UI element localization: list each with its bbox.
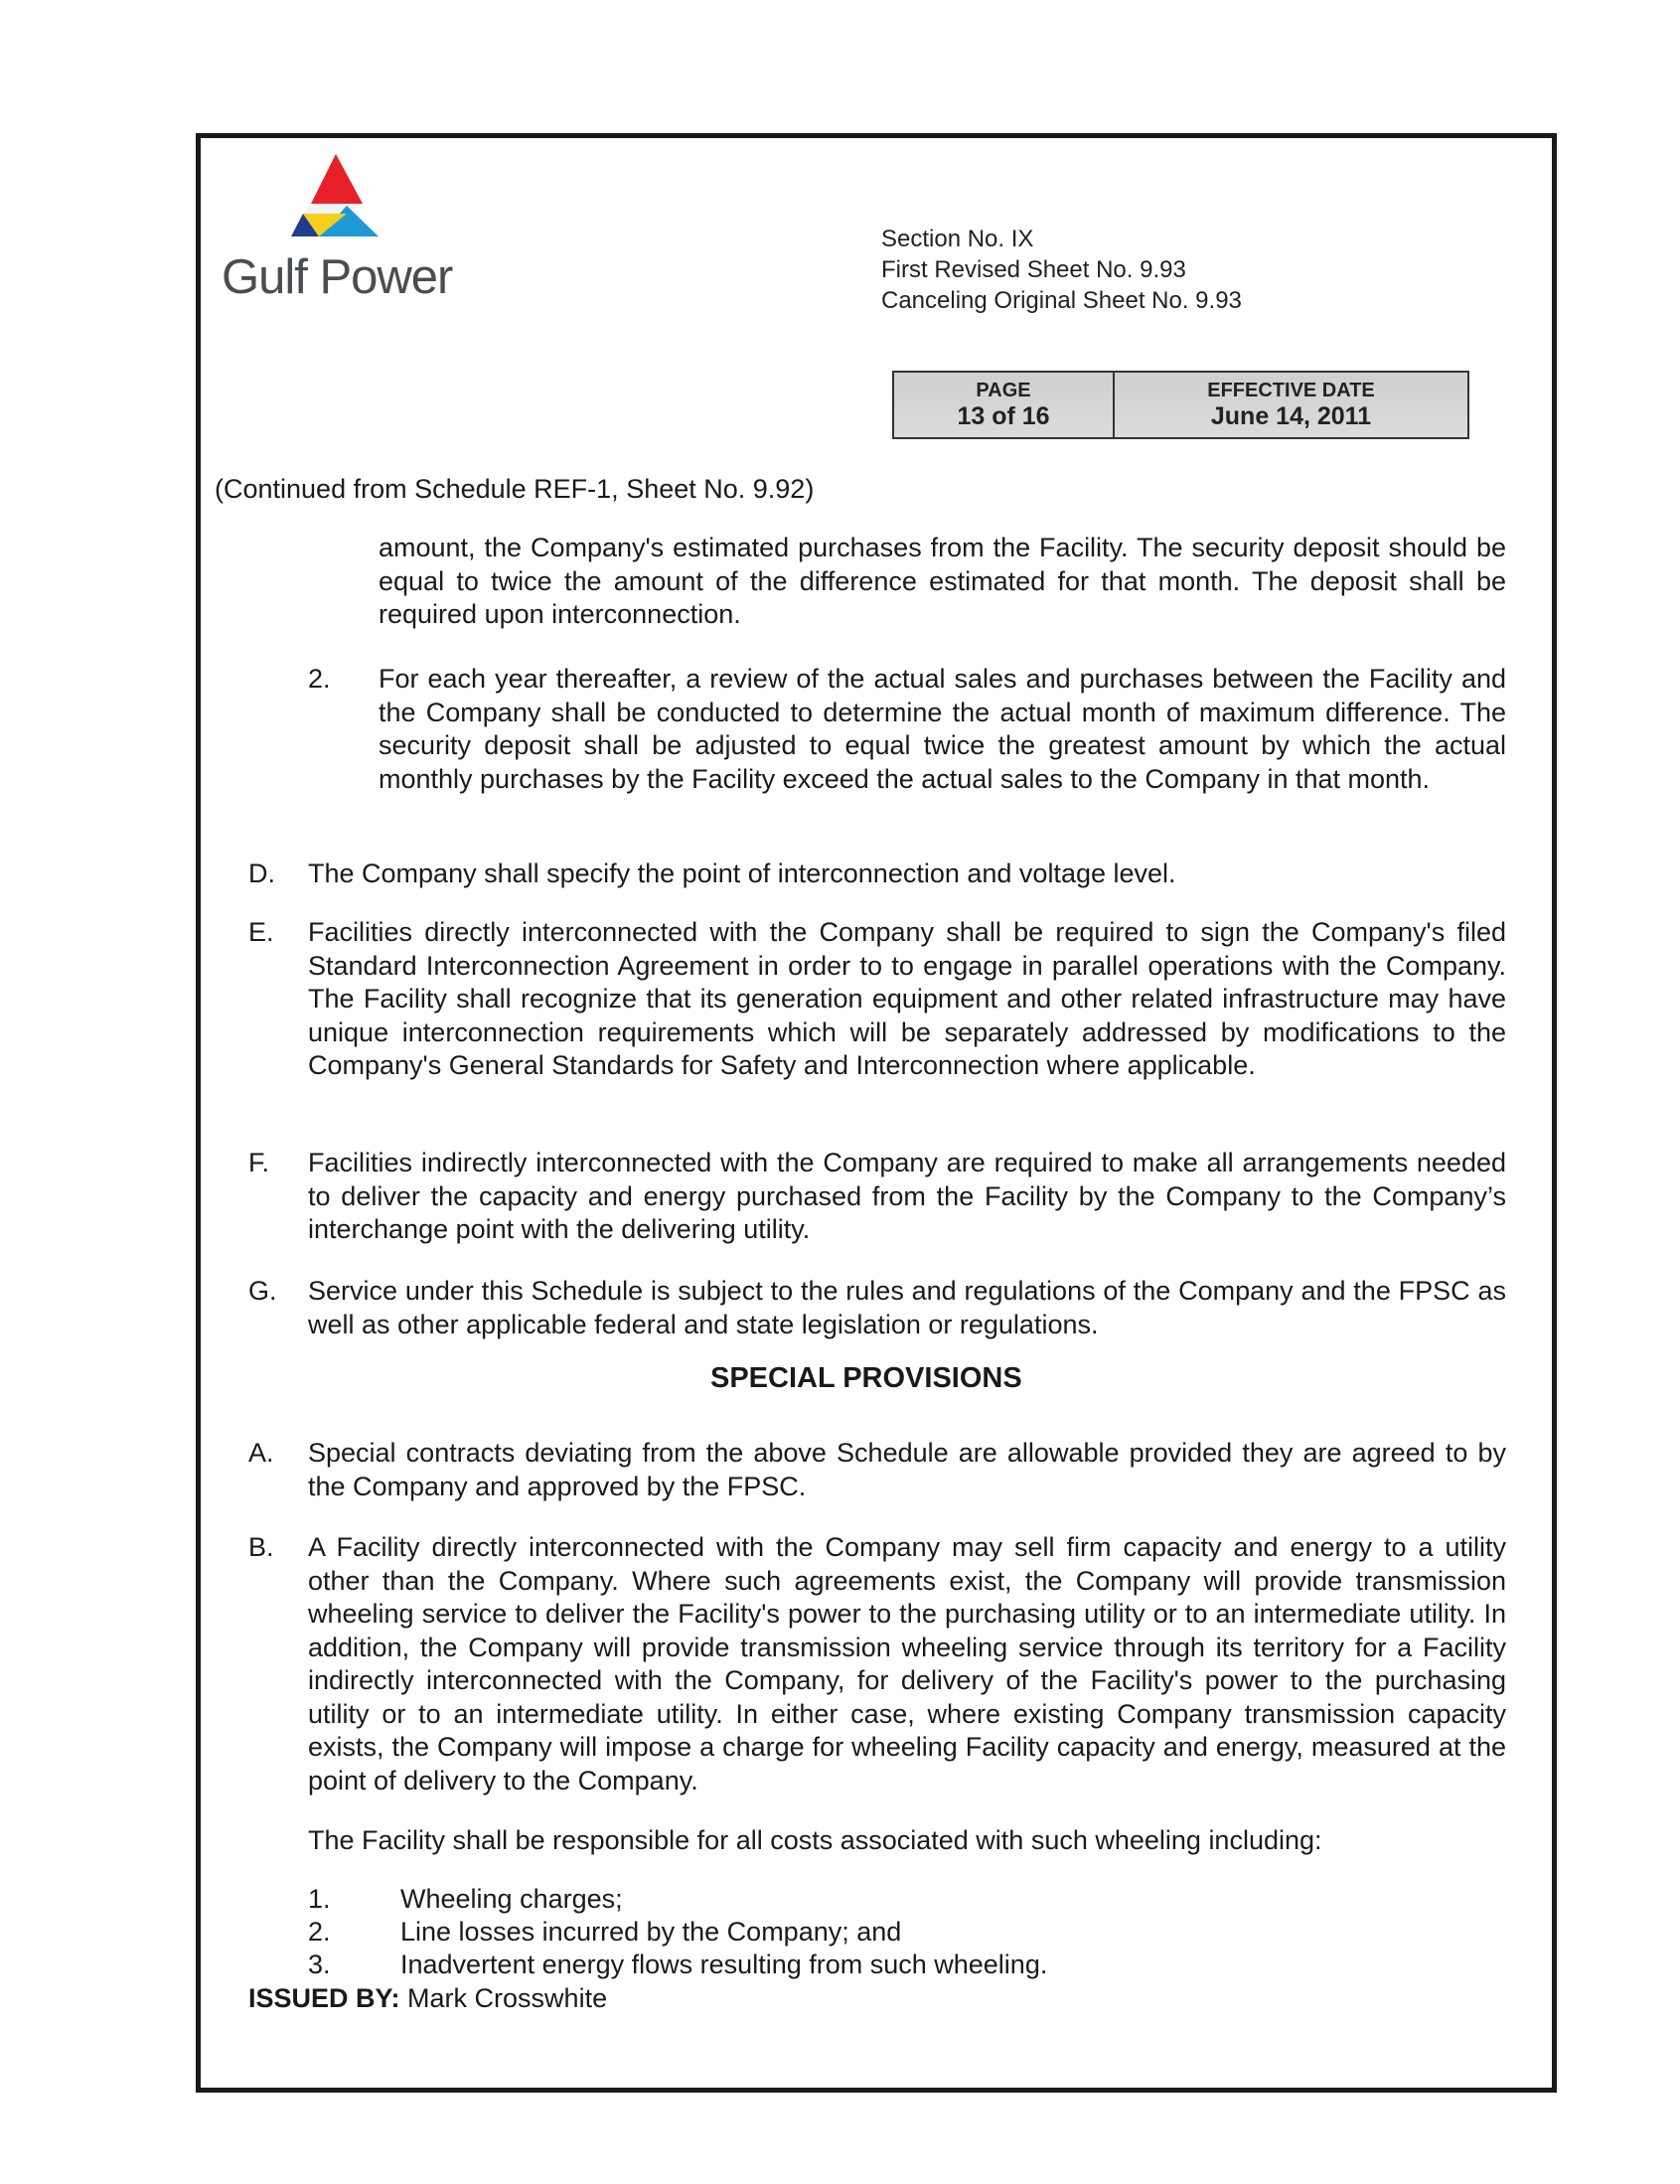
effective-date-cell xyxy=(1115,373,1467,437)
item-text: Facilities indirectly interconnected with the Company are required to make all arrangements needed to deliver the capacity and energy purchased from the Facility by the Company to the Company’s interchange point with the delivering utility. xyxy=(308,1148,1506,1244)
special-item-label: A. xyxy=(248,1438,274,1468)
costs-intro: The Facility shall be responsible for all costs associated with such wheeling including: xyxy=(308,1825,1322,1855)
sheet-number: First Revised Sheet No. 9.93 xyxy=(881,256,1186,283)
item-text: Service under this Schedule is subject to the rules and regulations of the Company and the FPSC as well as other applicable federal and state legislation or regulations. xyxy=(308,1276,1506,1339)
issued-by-name: Mark Crosswhite xyxy=(407,1983,608,2013)
effective-date-value: June 14, 2011 xyxy=(1210,401,1372,430)
logo-text: Gulf Power xyxy=(222,250,453,304)
issued-by xyxy=(248,1982,607,2016)
item-label: E. xyxy=(248,917,274,947)
issued-by-label: ISSUED BY: xyxy=(248,1983,400,2013)
intro-paragraph: amount, the Company's estimated purchases from the Facility. The security deposit should be equal to twice the amount of the difference estimated for that month. The deposit shall be required upon interconnection. xyxy=(379,533,1506,629)
special-item-text: Special contracts deviating from the above Schedule are allowable provided they are agreed to by the Company and approved by the FPSC. xyxy=(308,1438,1506,1501)
cost-item-text: Wheeling charges; xyxy=(400,1884,623,1914)
canceling-sheet: Canceling Original Sheet No. 9.93 xyxy=(881,287,1242,314)
effective-date-label: EFFECTIVE DATE xyxy=(1207,379,1375,401)
gulf-power-logo xyxy=(222,152,470,306)
special-provisions-heading: SPECIAL PROVISIONS xyxy=(710,1362,1022,1394)
item-label: 2. xyxy=(308,664,331,694)
special-item-label: B. xyxy=(248,1532,274,1562)
page-info-box xyxy=(892,371,1469,439)
cost-item-text: Inadvertent energy flows resulting from such wheeling. xyxy=(400,1950,1048,1979)
special-item-text: A Facility directly interconnected with the Company may sell firm capacity and energy to a utility other than the Company. Where such agreements exist, the Company will provide transmission wheeling service to deliver the Facility's power to the purchasing utility or to an intermediate utility. In addition, the Company will provide transmission wheeling service through its territory for a Facility indirectly interconnected with the Company, for delivery of the Facility's power to the purchasing utility or to an intermediate utility. In either case, where existing Company transmission capacity exists, the Company will impose a charge for wheeling Facility capacity and energy, measured at the point of delivery to the Company. xyxy=(308,1532,1506,1795)
page-cell xyxy=(894,373,1115,437)
cost-item-label: 1. xyxy=(308,1884,331,1914)
item-text: The Company shall specify the point of interconnection and voltage level. xyxy=(308,858,1176,888)
page-value: 13 of 16 xyxy=(957,401,1050,430)
item-label: G. xyxy=(248,1276,277,1306)
cost-item-label: 3. xyxy=(308,1950,331,1979)
continued-note: (Continued from Schedule REF-1, Sheet No. 9.92) xyxy=(215,474,815,504)
page-label: PAGE xyxy=(976,379,1031,401)
cost-item-label: 2. xyxy=(308,1917,331,1947)
section-number: Section No. IX xyxy=(881,226,1034,252)
item-text: For each year thereafter, a review of the actual sales and purchases between the Facility and the Company shall be conducted to determine the actual month of maximum difference. The security deposit shall be adjusted to equal twice the greatest amount by which the actual monthly purchases by the Facility exceed the actual sales to the Company in that month. xyxy=(379,664,1506,794)
sheet-info xyxy=(881,224,1242,316)
triangle-logo-icon xyxy=(291,152,381,239)
item-label: F. xyxy=(248,1148,270,1177)
item-label: D. xyxy=(248,858,275,888)
cost-item-text: Line losses incurred by the Company; and xyxy=(400,1917,902,1947)
item-text: Facilities directly interconnected with the Company shall be required to sign the Company's filed Standard Interconnection Agreement in order to to engage in parallel operations with the Company. The Facility shall recognize that its generation equipment and other related infrastructure may have unique interconnection requirements which will be separately addressed by modifications to the Company's General Standards for Safety and Interconnection where applicable. xyxy=(308,917,1506,1080)
